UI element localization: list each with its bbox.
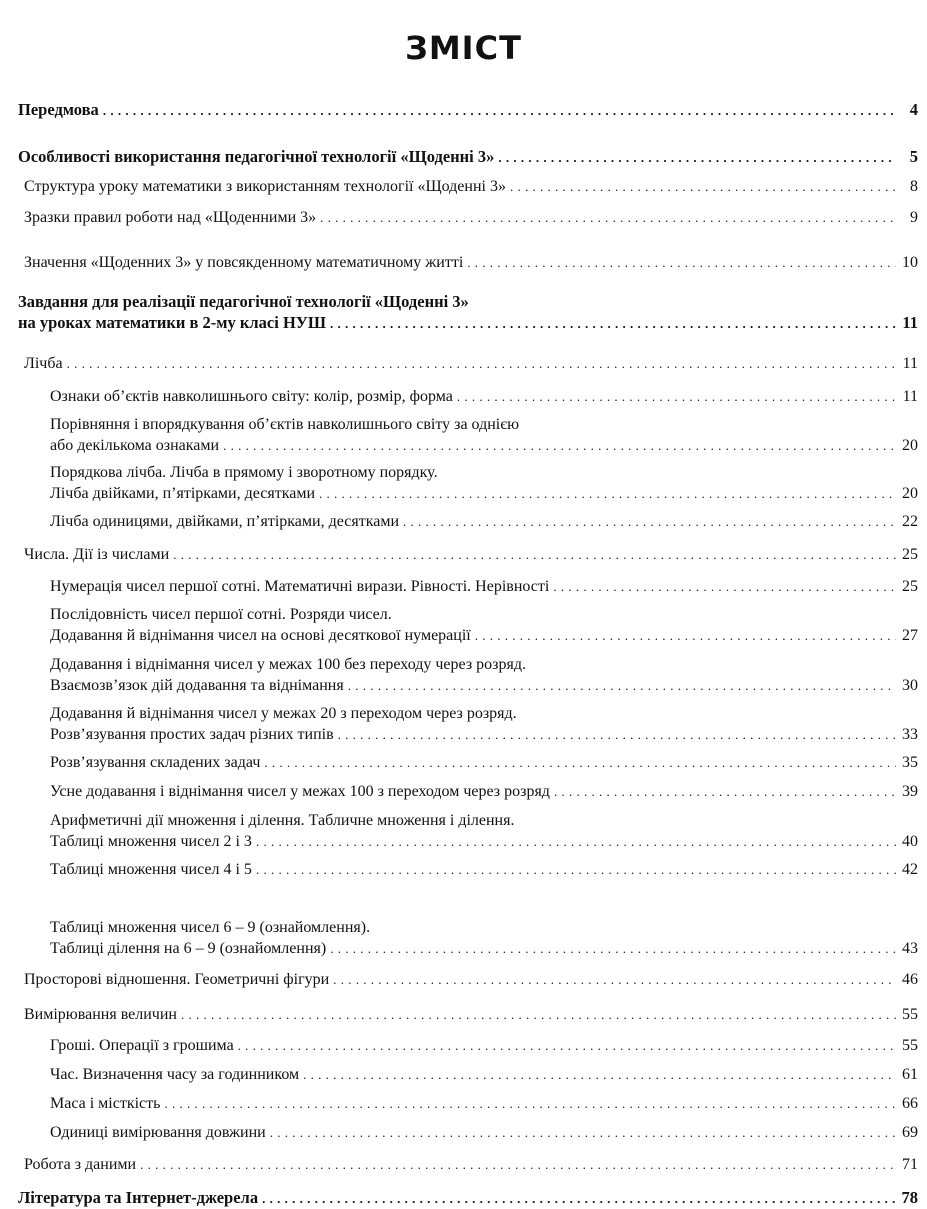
toc-entry-row [24,353,918,374]
toc-entry-title: Лічба [24,355,63,372]
page-number: 22 [902,513,918,530]
page-number: 43 [902,940,918,957]
toc-entry-row [18,312,918,334]
toc-entry-row [18,146,918,168]
page-number: 55 [902,1006,918,1023]
toc-entry-title: Робота з даними [24,1156,137,1173]
toc-entry-row [50,938,918,959]
toc-entry-title: Додавання і віднімання чисел у межах 100 без переходу через розряд. [50,656,526,673]
dot-leader [164,1093,896,1114]
toc-entry [50,1035,918,1056]
page-number: 25 [902,578,918,595]
toc-entry-row [24,1004,918,1025]
dot-leader [303,1064,896,1085]
toc-entry-title: Завдання для реалізації педагогічної технології «Щоденні 3» [18,292,469,311]
toc-entry [50,859,918,880]
toc-entry-title: Порівняння і впорядкування об’єктів навколишнього світу за однією [50,416,520,433]
page-number: 46 [902,971,918,988]
toc-entry-title: Таблиці множення чисел 2 і 3 [50,833,252,850]
toc-entry [50,917,918,959]
dot-leader [554,781,896,802]
toc-entry-title: Таблиці множення чисел 6 – 9 (ознайомлення). [50,919,371,936]
toc-entry-row [24,207,918,228]
toc-entry-row [50,1093,918,1114]
toc-entry-title: Лічба одиницями, двійками, п’ятірками, десятками [50,513,400,530]
toc-entry [50,781,918,802]
dot-leader [256,831,896,852]
toc-entry-title: Вимірювання величин [24,1006,177,1023]
toc-entry-title: Література та Інтернет-джерела [18,1188,259,1207]
toc-entry [24,176,918,197]
toc-entry [50,511,918,532]
dot-leader [67,353,896,374]
toc-entry-row [50,1064,918,1085]
dot-leader [467,252,896,273]
page-number: 35 [902,754,918,771]
toc-entry-row [50,625,918,646]
page-number: 5 [909,147,918,166]
toc-entry-row [50,483,918,504]
toc-entry-row [50,511,918,532]
toc-entry [50,386,918,407]
dot-leader [181,1004,896,1025]
toc-entry-title: Арифметичні дії множення і ділення. Табличне множення і ділення. [50,812,515,829]
toc-entry-row [24,544,918,565]
page-number: 9 [910,209,918,226]
toc-entry [50,703,918,745]
toc-entry-title: Взаємозв’язок дій додавання та віднімання [50,677,344,694]
page-number: 25 [902,546,918,563]
toc-entry [50,576,918,597]
dot-leader [510,176,896,197]
toc-entry [24,353,918,374]
toc-entry-row [18,99,918,121]
dot-leader [330,313,896,334]
dot-leader [333,969,896,990]
toc-entry [24,969,918,990]
page-number: 8 [910,178,918,195]
toc-entry [18,146,918,168]
toc-entry [18,99,918,121]
dot-leader [475,625,896,646]
dot-leader [262,1188,896,1209]
toc-entry-row [24,1154,918,1175]
page-number: 71 [902,1156,918,1173]
dot-leader [256,859,896,880]
toc-entry-title: Додавання й віднімання чисел на основі десяткової нумерації [50,627,471,644]
page-number: 4 [909,100,918,119]
page-number: 11 [902,355,918,372]
dot-leader [103,100,896,121]
toc-entry-title: Розв’язування складених задач [50,754,261,771]
toc-entry-row [50,675,918,696]
toc-entry-row [50,1122,918,1143]
toc-entry-title: Значення «Щоденних 3» у повсякденному математичному житті [24,254,464,271]
dot-leader [140,1154,896,1175]
dot-leader [319,483,896,504]
toc-entry-row [50,435,918,456]
toc-entry-row [50,724,918,745]
toc-entry-title: Розв’язування простих задач різних типів [50,726,334,743]
toc-entry-row [50,752,918,773]
toc-entry-title: Час. Визначення часу за годинником [50,1066,300,1083]
toc-entry [50,1093,918,1114]
page-number: 69 [902,1124,918,1141]
dot-leader [223,435,896,456]
dot-leader [403,511,896,532]
toc-entry-title: Гроші. Операції з грошима [50,1037,234,1054]
page-number: 30 [902,677,918,694]
toc-entry [24,1154,918,1175]
toc-entry [50,414,918,456]
toc-entry-title: Порядкова лічба. Лічба в прямому і зворотному порядку. [50,464,438,481]
dot-leader [338,724,896,745]
dot-leader [330,938,896,959]
toc-entry-row [24,969,918,990]
toc-entry-title: Одиниці вимірювання довжини [50,1124,266,1141]
page-number: 40 [902,833,918,850]
page-number: 33 [902,726,918,743]
toc-entry-row [50,576,918,597]
toc-entry-title: Зразки правил роботи над «Щоденними 3» [24,209,317,226]
toc-entry-title: Структура уроку математики з використанням технології «Щоденні 3» [24,178,506,195]
page-number: 55 [902,1037,918,1054]
toc-entry-title: Передмова [18,100,99,119]
toc-entry-row [50,386,918,407]
toc-entry-title: Числа. Дії із числами [24,546,170,563]
toc-entry-row [24,176,918,197]
page-number: 20 [902,485,918,502]
toc-entry-title: Нумерація чисел першої сотні. Математичні вирази. Рівності. Нерівності [50,578,550,595]
dot-leader [173,544,896,565]
toc-entry-title: або декількома ознаками [50,437,220,454]
page-number: 20 [902,437,918,454]
toc-entry-title: Послідовність чисел першої сотні. Розряди чисел. [50,606,392,623]
page-number: 27 [902,627,918,644]
dot-leader [320,207,896,228]
toc-entry [50,810,918,852]
toc-entry [18,291,918,334]
toc-entry [50,1064,918,1085]
dot-leader [270,1122,896,1143]
toc-entry-title: Таблиці множення чисел 4 і 5 [50,861,252,878]
page-number: 11 [902,313,918,332]
toc-entry [24,207,918,228]
toc-entry-title: Маса і місткість [50,1095,161,1112]
toc-entry-title: Просторові відношення. Геометричні фігури [24,971,330,988]
dot-leader [457,386,896,407]
toc-entry [50,752,918,773]
toc-entry [24,544,918,565]
dot-leader [498,147,896,168]
dot-leader [348,675,896,696]
toc-entry-row [50,831,918,852]
toc-entry [50,462,918,504]
page-number: 39 [902,783,918,800]
toc-entry [24,252,918,273]
toc-entry-title: Особливості використання педагогічної технології «Щоденні 3» [18,147,495,166]
page-title: ЗМІСТ [405,29,522,68]
toc-entry-row [24,252,918,273]
toc-entry-row [50,781,918,802]
page-number: 78 [901,1188,918,1207]
toc-entry-title: Ознаки об’єктів навколишнього світу: колір, розмір, форма [50,388,453,405]
toc-entry-title: Усне додавання і віднімання чисел у межах 100 з переходом через розряд [50,783,550,800]
toc-entry-row [50,859,918,880]
toc-entry-row [50,1035,918,1056]
page-number: 11 [902,388,918,405]
page-number: 66 [902,1095,918,1112]
dot-leader [264,752,896,773]
dot-leader [238,1035,896,1056]
page-number: 42 [902,861,918,878]
toc-entry-title: Додавання й віднімання чисел у межах 20 з переходом через розряд. [50,705,517,722]
toc-entry [50,1122,918,1143]
page-number: 61 [902,1066,918,1083]
toc-entry-title: на уроках математики в 2-му класі НУШ [18,313,327,332]
toc-entry [50,604,918,646]
toc-entry [24,1004,918,1025]
toc-entry-title: Таблиці ділення на 6 – 9 (ознайомлення) [50,940,327,957]
toc-entry [50,654,918,696]
toc-entry-title: Лічба двійками, п’ятірками, десятками [50,485,316,502]
page-number: 10 [902,254,918,271]
toc-entry [18,1187,918,1209]
toc-entry-row [18,1187,918,1209]
dot-leader [553,576,896,597]
